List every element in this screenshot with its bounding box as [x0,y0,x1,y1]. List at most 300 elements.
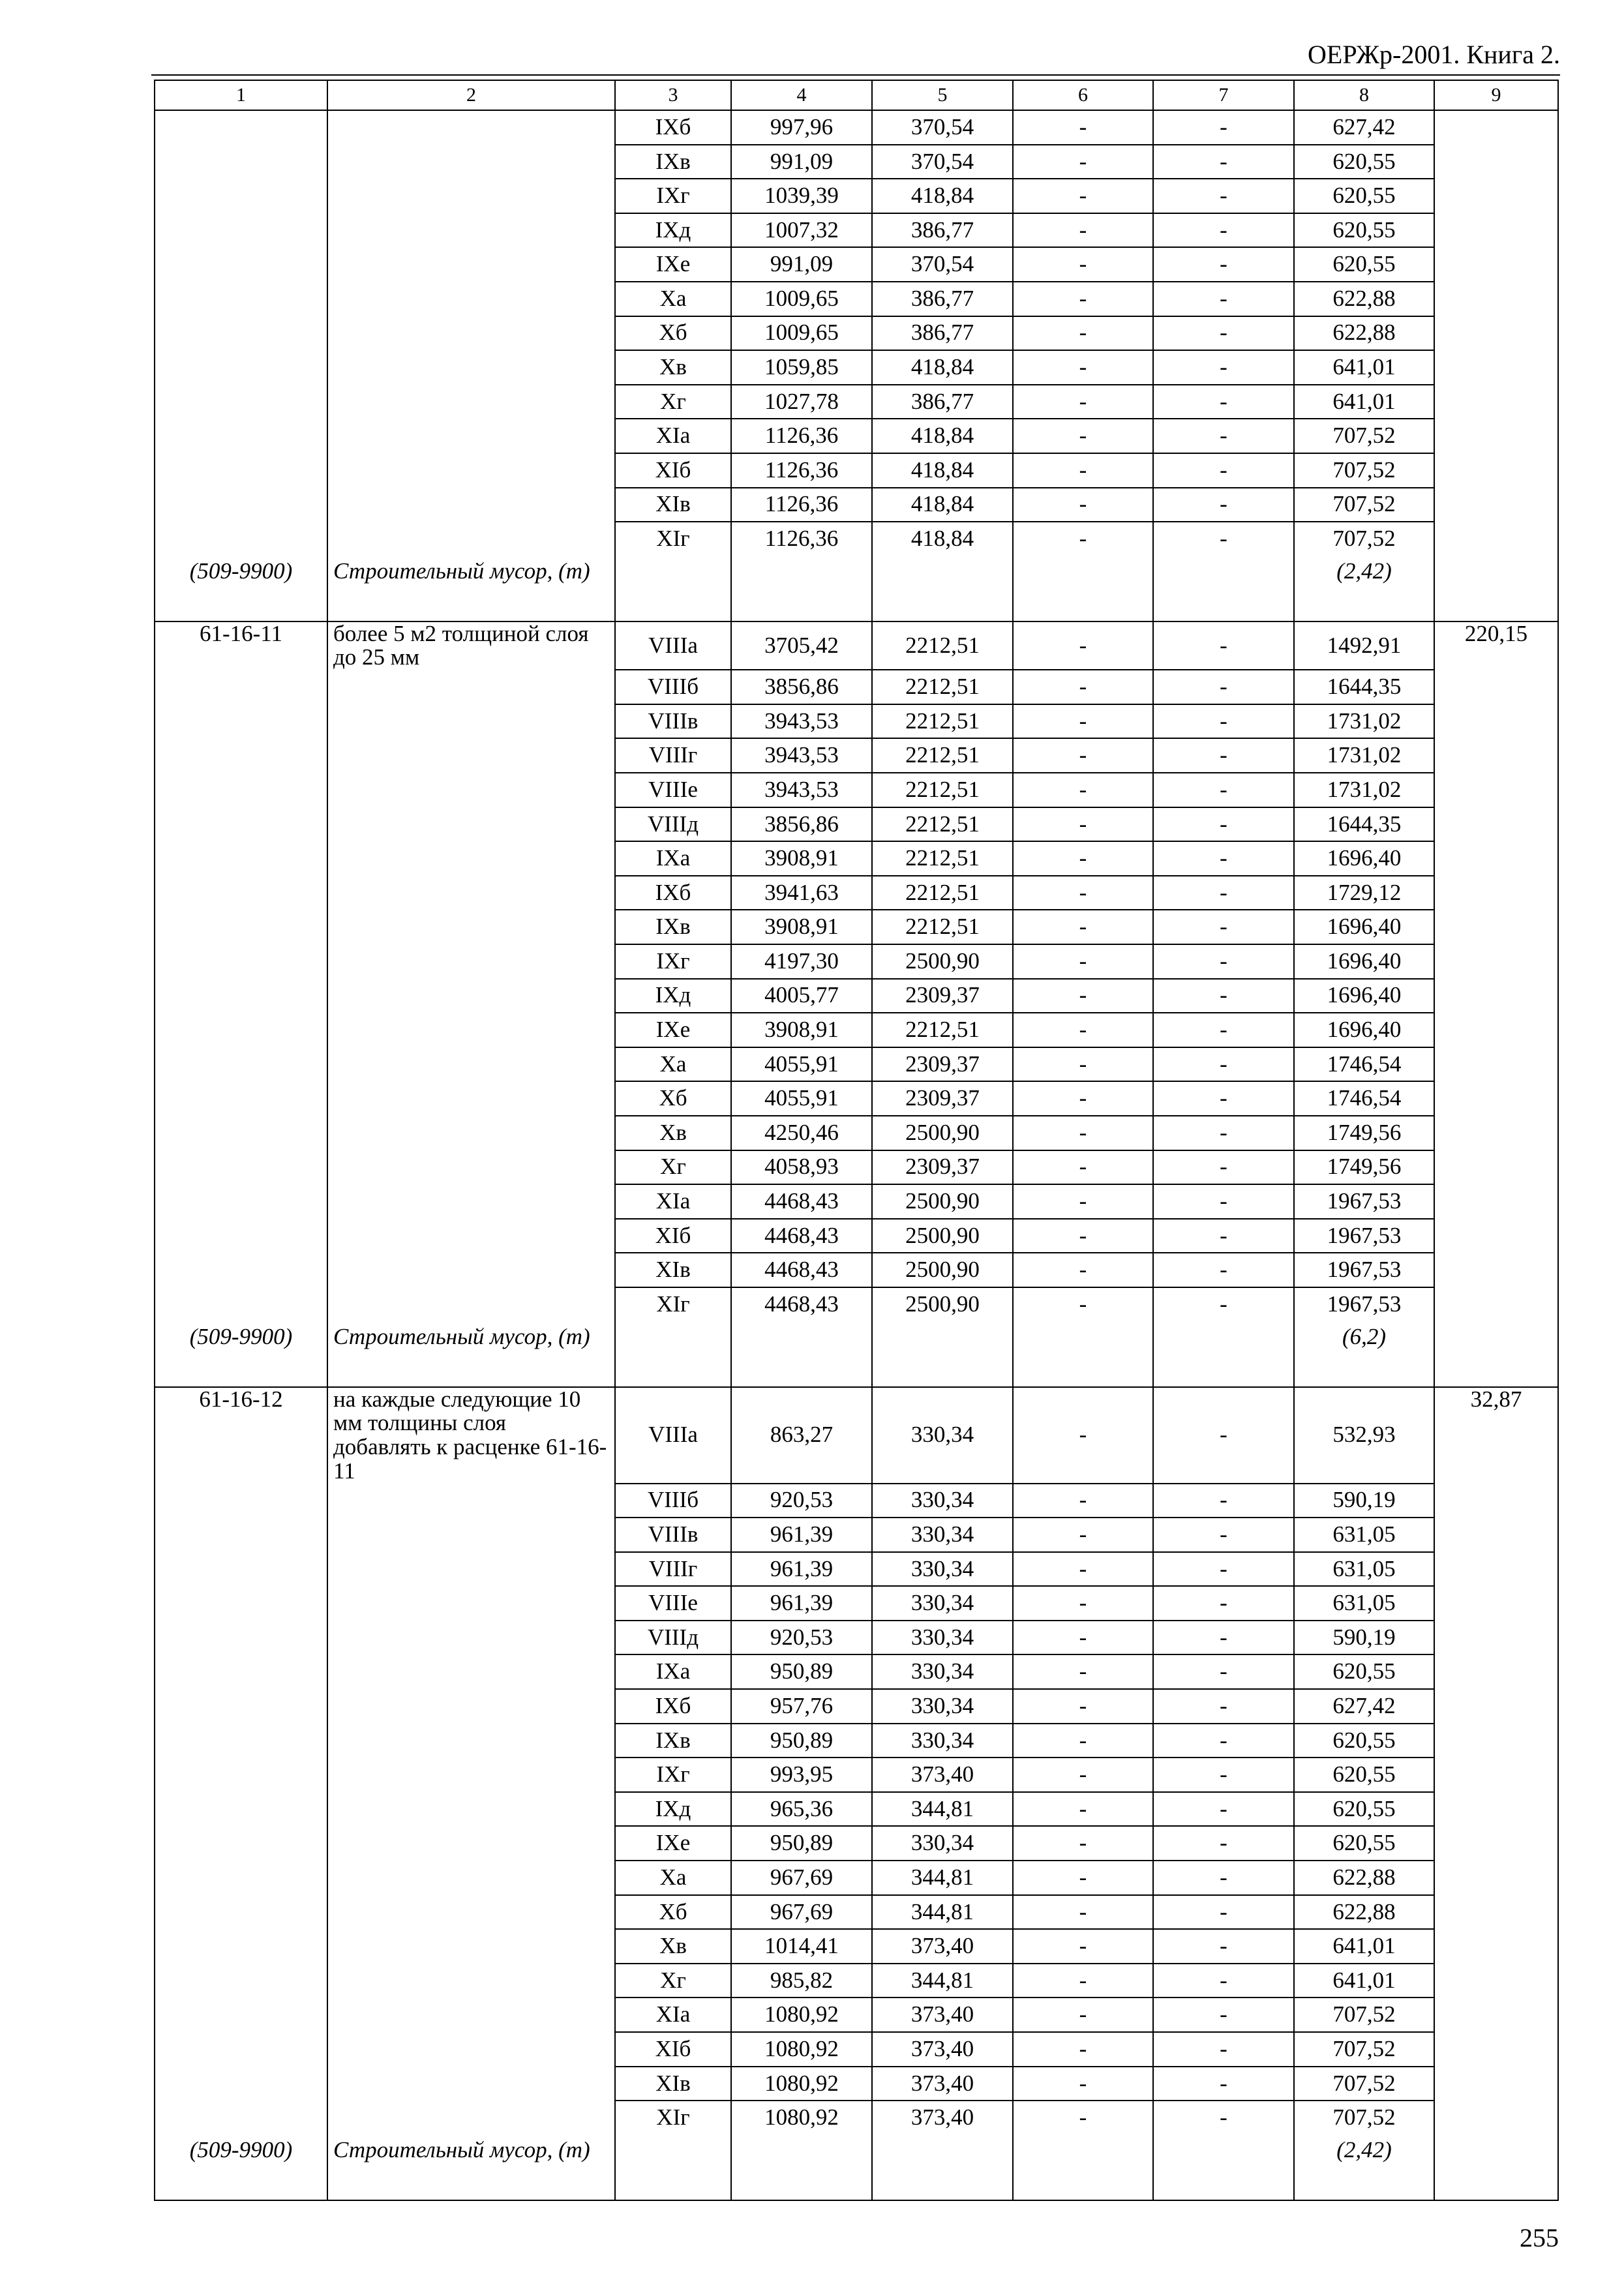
value-cell: 344,81 [872,1861,1013,1895]
value-cell: 344,81 [872,1964,1013,1998]
value-cell: XIв [615,2067,731,2101]
labor-cost-cell [1434,1484,1558,1518]
value-cell: - [1153,419,1294,453]
debris-label-cell: Строительный мусор, (т) [327,2134,615,2200]
rate-code-cell: 61-16-11 [155,621,327,670]
labor-cost-cell [1434,419,1558,453]
value-cell: - [1013,1997,1153,2032]
table-row [155,670,1558,704]
value-cell: - [1153,1997,1294,2032]
value-cell: 1039,39 [731,179,872,213]
column-number: 6 [1013,80,1153,110]
empty-cell [872,556,1013,621]
rate-code-cell [155,1047,327,1082]
table-row [155,488,1558,522]
value-cell: IXа [615,1654,731,1689]
value-cell: VIIIв [615,704,731,739]
value-cell: - [1153,1758,1294,1792]
value-cell: 590,19 [1294,1621,1434,1655]
value-cell: - [1013,944,1153,979]
value-cell: Xа [615,1047,731,1082]
value-cell: - [1153,1861,1294,1895]
value-cell: Xб [615,1081,731,1116]
labor-cost-cell [1434,944,1558,979]
empty-cell [615,2134,731,2200]
table-row [155,1013,1558,1047]
value-cell: 4250,46 [731,1116,872,1150]
value-cell: - [1153,1287,1294,1321]
value-cell: - [1013,1116,1153,1150]
value-cell: - [1153,2101,1294,2134]
value-cell: IXг [615,944,731,979]
work-description-cell [327,876,615,910]
value-cell: 707,52 [1294,419,1434,453]
table-row [155,2032,1558,2067]
work-description-cell [327,1184,615,1219]
labor-cost-cell [1434,350,1558,385]
work-description-cell [327,2101,615,2134]
table-row [155,1997,1558,2032]
value-cell: - [1013,1654,1153,1689]
debris-code-cell: (509-9900) [155,556,327,621]
debris-value-cell: (2,42) [1294,2134,1434,2200]
value-cell: - [1013,1964,1153,1998]
rate-code-cell [155,670,327,704]
value-cell: IXг [615,1758,731,1792]
value-cell: - [1013,1792,1153,1827]
rate-code-cell [155,282,327,316]
page-header-title: ОЕРЖр-2001. Книга 2. [1308,40,1560,69]
empty-cell [1013,1321,1153,1387]
value-cell: 950,89 [731,1826,872,1861]
table-row [155,1654,1558,1689]
value-cell: - [1013,1081,1153,1116]
work-description-cell [327,350,615,385]
value-cell: 1746,54 [1294,1081,1434,1116]
empty-cell [1153,1321,1294,1387]
table-row [155,1826,1558,1861]
table-row [155,1689,1558,1724]
work-description-cell [327,110,615,145]
work-description-cell [327,807,615,842]
rate-code-cell [155,316,327,351]
value-cell: - [1013,1552,1153,1587]
value-cell: - [1153,807,1294,842]
value-cell: 641,01 [1294,1964,1434,1998]
value-cell: 967,69 [731,1895,872,1930]
value-cell: 620,55 [1294,1724,1434,1758]
table-row [155,385,1558,419]
rate-code-cell [155,1013,327,1047]
value-cell: 2212,51 [872,670,1013,704]
value-cell: VIIIв [615,1518,731,1552]
value-cell: Xв [615,350,731,385]
value-cell: - [1153,1724,1294,1758]
table-row [155,350,1558,385]
value-cell: Xа [615,282,731,316]
value-cell: 373,40 [872,2032,1013,2067]
value-cell: 2500,90 [872,1116,1013,1150]
value-cell: - [1013,350,1153,385]
labor-cost-cell [1434,1586,1558,1621]
value-cell: 950,89 [731,1724,872,1758]
value-cell: - [1153,2032,1294,2067]
labor-cost-cell [1434,807,1558,842]
value-cell: XIв [615,1253,731,1287]
value-cell: 641,01 [1294,350,1434,385]
table-row [155,1792,1558,1827]
rate-code-cell [155,704,327,739]
value-cell: 373,40 [872,2101,1013,2134]
value-cell: IXа [615,841,731,876]
value-cell: - [1013,1895,1153,1930]
value-cell: 3856,86 [731,807,872,842]
value-cell: - [1013,522,1153,556]
value-cell: 2500,90 [872,944,1013,979]
work-description-cell [327,841,615,876]
value-cell: - [1013,1586,1153,1621]
value-cell: VIIIд [615,807,731,842]
value-cell: IXд [615,1792,731,1827]
labor-cost-cell [1434,1287,1558,1321]
value-cell: - [1153,213,1294,248]
work-description-cell [327,1013,615,1047]
value-cell: Xв [615,1116,731,1150]
empty-cell [1434,556,1558,621]
debris-label-cell: Строительный мусор, (т) [327,1321,615,1387]
table-row [155,2067,1558,2101]
work-description-cell [327,1586,615,1621]
rate-code-cell [155,1792,327,1827]
rate-code-cell [155,1929,327,1964]
value-cell: 3856,86 [731,670,872,704]
value-cell: 707,52 [1294,2067,1434,2101]
value-cell: - [1153,841,1294,876]
value-cell: 1644,35 [1294,807,1434,842]
value-cell: - [1153,1654,1294,1689]
value-cell: 2500,90 [872,1253,1013,1287]
value-cell: - [1153,670,1294,704]
empty-cell [1013,2134,1153,2200]
value-cell: 4468,43 [731,1219,872,1253]
value-cell: VIIIа [615,1387,731,1484]
labor-cost-cell [1434,773,1558,807]
labor-cost-cell [1434,1518,1558,1552]
value-cell: 1696,40 [1294,841,1434,876]
column-number-row [155,80,1558,110]
empty-cell [731,556,872,621]
value-cell: 386,77 [872,282,1013,316]
labor-cost-cell [1434,738,1558,773]
rate-code-cell [155,1253,327,1287]
value-cell: 2309,37 [872,1047,1013,1082]
column-number: 9 [1434,80,1558,110]
value-cell: VIIIг [615,738,731,773]
value-cell: 1027,78 [731,385,872,419]
table-row [155,1929,1558,1964]
column-number: 1 [155,80,327,110]
rate-code-cell [155,807,327,842]
work-description-cell [327,1689,615,1724]
value-cell: - [1013,807,1153,842]
empty-cell [615,556,731,621]
table-row [155,2101,1558,2134]
value-cell: 620,55 [1294,247,1434,282]
value-cell: 2212,51 [872,841,1013,876]
labor-cost-cell [1434,841,1558,876]
value-cell: - [1153,282,1294,316]
rate-code-cell [155,522,327,556]
value-cell: - [1013,1621,1153,1655]
value-cell: 3908,91 [731,1013,872,1047]
value-cell: 330,34 [872,1826,1013,1861]
value-cell: 1696,40 [1294,910,1434,944]
value-cell: - [1013,1826,1153,1861]
value-cell: 3705,42 [731,621,872,670]
value-cell: - [1013,1253,1153,1287]
value-cell: 3943,53 [731,773,872,807]
value-cell: 386,77 [872,213,1013,248]
value-cell: 707,52 [1294,2032,1434,2067]
labor-cost-cell [1434,1253,1558,1287]
value-cell: 330,34 [872,1586,1013,1621]
debris-row [155,556,1558,621]
value-cell: XIб [615,1219,731,1253]
value-cell: - [1013,1047,1153,1082]
rate-code-cell [155,1724,327,1758]
labor-cost-cell [1434,385,1558,419]
table-row [155,1758,1558,1792]
labor-cost-cell [1434,1792,1558,1827]
value-cell: 2212,51 [872,621,1013,670]
value-cell: 1492,91 [1294,621,1434,670]
table-row [155,1047,1558,1082]
work-description-cell [327,145,615,179]
value-cell: 1080,92 [731,1997,872,2032]
value-cell: - [1153,738,1294,773]
value-cell: 2500,90 [872,1287,1013,1321]
rate-code-cell [155,453,327,488]
value-cell: 631,05 [1294,1518,1434,1552]
value-cell: 920,53 [731,1621,872,1655]
work-description-cell [327,1792,615,1827]
value-cell: 707,52 [1294,488,1434,522]
labor-cost-cell [1434,1895,1558,1930]
value-cell: 1967,53 [1294,1287,1434,1321]
work-description-cell [327,704,615,739]
value-cell: 620,55 [1294,1758,1434,1792]
table-row [155,145,1558,179]
value-cell: - [1153,453,1294,488]
table-row [155,522,1558,556]
value-cell: 330,34 [872,1484,1013,1518]
value-cell: 707,52 [1294,453,1434,488]
value-cell: - [1153,1484,1294,1518]
value-cell: 4468,43 [731,1253,872,1287]
value-cell: - [1153,179,1294,213]
value-cell: 330,34 [872,1654,1013,1689]
value-cell: - [1013,145,1153,179]
work-description-cell [327,1758,615,1792]
value-cell: XIг [615,2101,731,2134]
value-cell: IXд [615,213,731,248]
value-cell: 993,95 [731,1758,872,1792]
value-cell: 1059,85 [731,350,872,385]
value-cell: 1731,02 [1294,738,1434,773]
rate-code-cell [155,1518,327,1552]
value-cell: 330,34 [872,1518,1013,1552]
rate-code-cell [155,488,327,522]
work-description-cell [327,213,615,248]
labor-cost-cell [1434,1724,1558,1758]
debris-value-cell: (2,42) [1294,556,1434,621]
value-cell: - [1013,316,1153,351]
labor-cost-cell [1434,145,1558,179]
table-row [155,110,1558,145]
work-description-cell [327,1861,615,1895]
value-cell: 707,52 [1294,1997,1434,2032]
debris-row [155,1321,1558,1387]
table-row [155,876,1558,910]
work-description-cell [327,1484,615,1518]
value-cell: 1644,35 [1294,670,1434,704]
table-row [155,1586,1558,1621]
labor-cost-cell [1434,704,1558,739]
value-cell: 418,84 [872,488,1013,522]
value-cell: - [1153,773,1294,807]
value-cell: 4055,91 [731,1081,872,1116]
rate-code-cell [155,841,327,876]
work-description-cell [327,773,615,807]
value-cell: 1749,56 [1294,1116,1434,1150]
value-cell: 1126,36 [731,522,872,556]
value-cell: 1749,56 [1294,1150,1434,1185]
value-cell: - [1153,1621,1294,1655]
table-row [155,621,1558,670]
value-cell: - [1153,1116,1294,1150]
value-cell: 961,39 [731,1586,872,1621]
value-cell: - [1153,1013,1294,1047]
value-cell: XIб [615,2032,731,2067]
value-cell: - [1013,704,1153,739]
debris-value-cell: (6,2) [1294,1321,1434,1387]
table-row [155,1895,1558,1930]
value-cell: 330,34 [872,1689,1013,1724]
value-cell: 950,89 [731,1654,872,1689]
value-cell: 2309,37 [872,1081,1013,1116]
work-description-cell [327,419,615,453]
value-cell: 1126,36 [731,488,872,522]
value-cell: - [1153,2067,1294,2101]
value-cell: - [1153,944,1294,979]
rate-code-cell [155,1895,327,1930]
value-cell: 1731,02 [1294,773,1434,807]
empty-cell [1434,2134,1558,2200]
value-cell: - [1013,738,1153,773]
value-cell: - [1013,670,1153,704]
table-row [155,807,1558,842]
value-cell: - [1013,1184,1153,1219]
value-cell: 3908,91 [731,841,872,876]
labor-cost-cell [1434,1184,1558,1219]
value-cell: 2309,37 [872,1150,1013,1185]
value-cell: - [1153,522,1294,556]
value-cell: - [1013,1689,1153,1724]
value-cell: XIа [615,1997,731,2032]
value-cell: - [1153,1552,1294,1587]
labor-cost-cell [1434,910,1558,944]
rate-code-cell [155,944,327,979]
value-cell: 957,76 [731,1689,872,1724]
value-cell: Xб [615,316,731,351]
labor-cost-cell [1434,1929,1558,1964]
labor-cost-cell [1434,1861,1558,1895]
table-row [155,979,1558,1013]
labor-cost-cell [1434,1758,1558,1792]
value-cell: - [1153,621,1294,670]
work-description-cell [327,1150,615,1185]
rate-code-cell [155,2101,327,2134]
value-cell: - [1013,282,1153,316]
value-cell: - [1013,453,1153,488]
value-cell: 344,81 [872,1792,1013,1827]
labor-cost-cell [1434,876,1558,910]
value-cell: IXб [615,110,731,145]
work-description-cell [327,1287,615,1321]
value-cell: 961,39 [731,1518,872,1552]
value-cell: 620,55 [1294,1654,1434,1689]
labor-cost-cell [1434,110,1558,145]
labor-cost-cell: 220,15 [1434,621,1558,670]
value-cell: 2212,51 [872,738,1013,773]
value-cell: - [1153,350,1294,385]
value-cell: - [1153,1047,1294,1082]
value-cell: - [1013,1929,1153,1964]
value-cell: - [1153,1184,1294,1219]
value-cell: 707,52 [1294,522,1434,556]
rate-code-cell [155,910,327,944]
labor-cost-cell [1434,1013,1558,1047]
value-cell: - [1153,110,1294,145]
rate-code-cell [155,1219,327,1253]
value-cell: - [1013,1150,1153,1185]
labor-cost-cell: 32,87 [1434,1387,1558,1484]
rate-code-cell [155,2032,327,2067]
table-row [155,1861,1558,1895]
value-cell: IXб [615,1689,731,1724]
table-row [155,213,1558,248]
value-cell: - [1013,621,1153,670]
rate-code-cell [155,1621,327,1655]
table-row [155,1724,1558,1758]
table-row [155,1116,1558,1150]
value-cell: 631,05 [1294,1586,1434,1621]
value-cell: - [1013,247,1153,282]
work-description-cell [327,1895,615,1930]
table-row [155,1150,1558,1185]
labor-cost-cell [1434,453,1558,488]
value-cell: - [1013,419,1153,453]
value-cell: - [1153,1150,1294,1185]
value-cell: - [1153,1964,1294,1998]
empty-cell [872,1321,1013,1387]
value-cell: - [1013,1724,1153,1758]
rate-code-cell [155,1758,327,1792]
labor-cost-cell [1434,2101,1558,2134]
value-cell: 961,39 [731,1552,872,1587]
work-description-cell [327,1081,615,1116]
value-cell: 330,34 [872,1724,1013,1758]
